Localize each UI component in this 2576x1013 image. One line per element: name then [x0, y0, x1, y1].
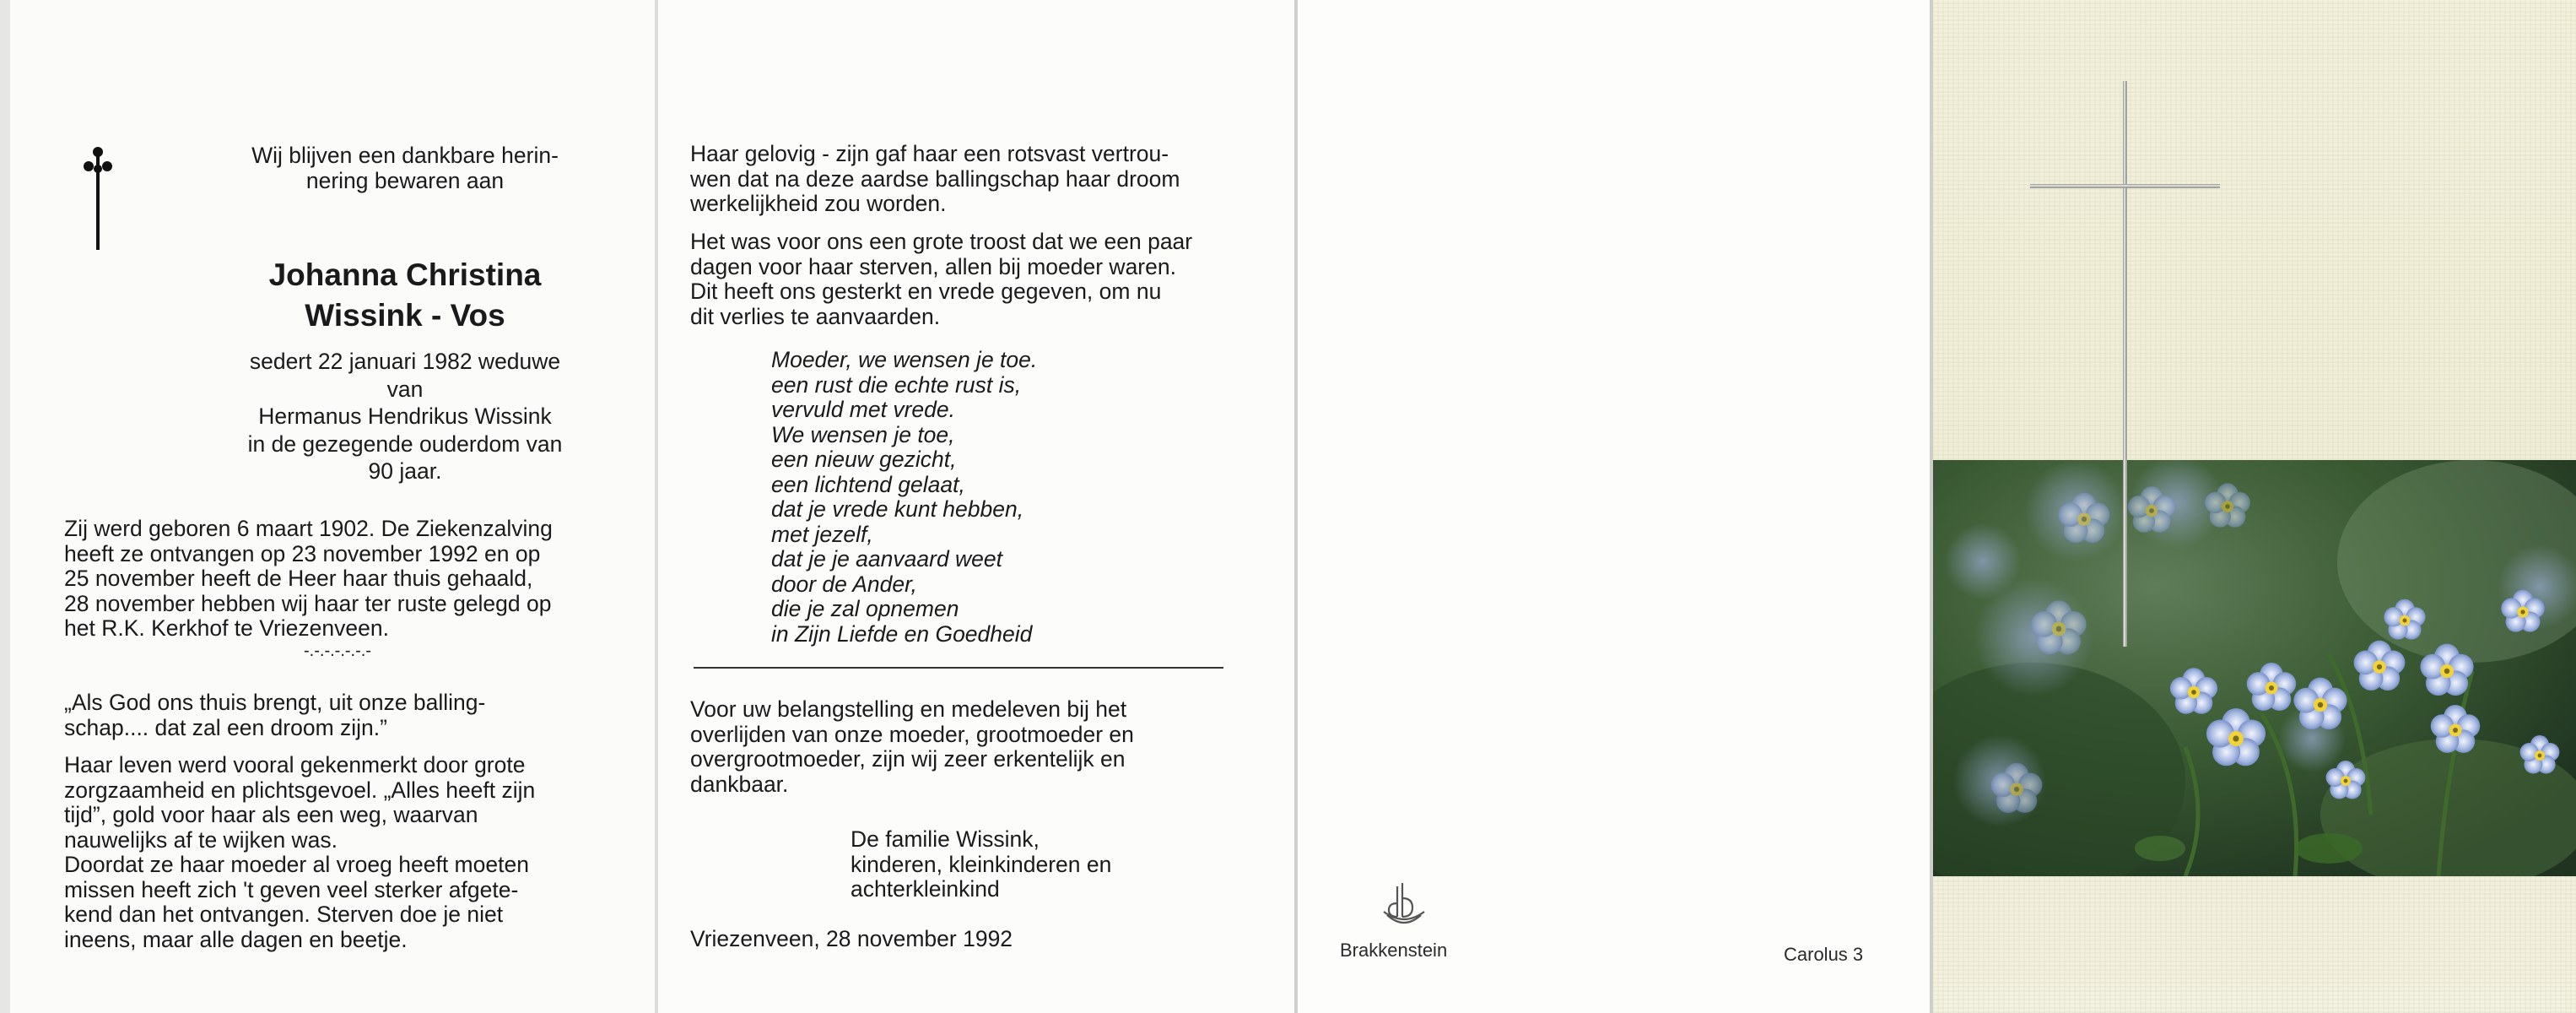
- brakkenstein-logo-icon: [1377, 878, 1431, 932]
- silver-cross-icon: [2030, 81, 2224, 655]
- fold-line-center: [1294, 0, 1298, 1013]
- deceased-name: Johanna Christina Wissink - Vos: [268, 257, 542, 333]
- widow-details: sedert 22 januari 1982 weduwe van Hermanus Hendrikus Wissink in de gezegende ouderdom van 90 jaar.: [247, 349, 563, 484]
- divider-line: [694, 667, 1223, 669]
- front-cover: [1932, 0, 2576, 1013]
- right-inner-panel: [656, 0, 1294, 1013]
- flower-photo: [1932, 460, 2576, 876]
- thanks-paragraph: Voor uw belangstelling en medeleven bij het overlijden van onze moeder, grootmoeder en overgrootmoeder, zijn wij zeer erkentelijk en dankbaar.: [690, 696, 1134, 797]
- faith-paragraph: Haar gelovig - zijn gaf haar een rotsvast vertrou- wen dat na deze aardse ballingschap haar droom werkelijkheid zou worden.: [690, 141, 1180, 216]
- comfort-paragraph: Het was voor ons een grote troost dat we een paar dagen voor haar sterven, allen bij moeder waren. Dit heeft ons gesterkt en vrede gegeven, om nu dit verlies te aanvaarden.: [690, 229, 1193, 329]
- publisher-label: Brakkenstein: [1340, 940, 1448, 961]
- forget-me-not-image: [1932, 460, 2576, 876]
- back-panel: [1296, 0, 1931, 1013]
- quote-paragraph: „Als God ons thuis brengt, uit onze balling- schap.... dat zal een droom zijn.”: [64, 690, 486, 740]
- place-date: Vriezenveen, 28 november 1992: [690, 926, 1013, 951]
- intro-text: Wij blijven een dankbare herin- nering bewaren aan: [251, 143, 559, 193]
- cross-icon: [81, 144, 115, 250]
- family-signature: De familie Wissink, kinderen, kleinkinderen en achterkleinkind: [851, 826, 1112, 902]
- fold-line-left: [655, 0, 658, 1013]
- fold-line-right: [1930, 0, 1933, 1013]
- series-label: Carolus 3: [1784, 944, 1864, 965]
- left-inner-panel: [10, 0, 656, 1013]
- poem: Moeder, we wensen je toe. een rust die echte rust is, vervuld met vrede. We wensen je toe, een nieuw gezicht, een lichtend gelaat, dat je vrede kunt hebben, met jezelf, dat je je aanvaard weet door de Ander, die je zal opnemen in Zijn Liefde en Goedheid: [771, 347, 1038, 647]
- character-paragraph: Haar leven werd vooral gekenmerkt door grote zorgzaamheid en plichtsgevoel. „Alles heeft zijn tijd”, gold voor haar als een weg, waarvan nauwelijks af te wijken was. Doordat ze haar moeder al vroeg heeft moeten missen heeft zich 't geven veel sterker afgete- kend dan het ontvangen. Sterven doe je niet ineens, maar alle dagen en beetje.: [64, 752, 536, 952]
- biography-paragraph: Zij werd geboren 6 maart 1902. De Ziekenzalving heeft ze ontvangen op 23 november 1992 en op 25 november heeft de Heer haar thuis gehaald, 28 november hebben wij haar ter ruste gelegd op het R.K. Kerkhof te Vriezenveen.: [64, 516, 553, 641]
- section-separator: -.-.-.-.-.-.-: [304, 642, 371, 660]
